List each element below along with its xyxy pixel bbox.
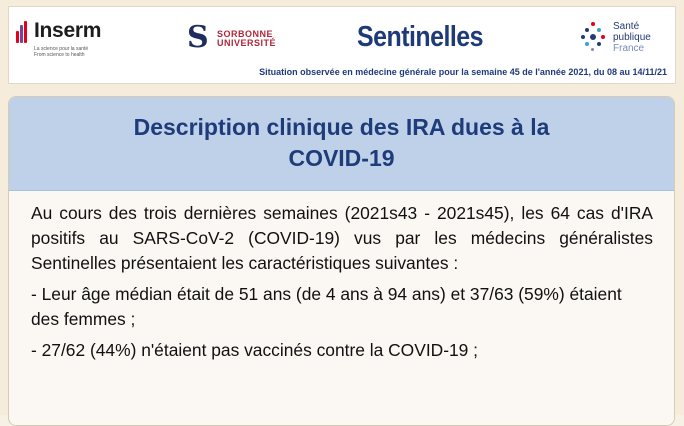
list-item-vaccination: - 27/62 (44%) n'étaient pas vaccinés contre la COVID-19 ; — [31, 340, 479, 360]
card-body — [31, 201, 653, 363]
header-banner — [8, 6, 676, 84]
spf-line-1: Santé — [613, 21, 640, 32]
sorbonne-s-icon: S — [187, 20, 209, 55]
spf-line-2: publique — [613, 32, 651, 43]
sorbonne-logo — [187, 21, 287, 55]
card-title — [9, 112, 674, 174]
sante-publique-france-logo — [581, 20, 671, 60]
inserm-logo — [16, 19, 136, 65]
spf-line-3: France — [613, 43, 645, 54]
inserm-mark-icon — [16, 21, 30, 47]
intro-paragraph: Au cours des trois dernières semaines (2021s43 - 2021s45), les 64 cas d'IRA positifs au SARS-CoV-2 (COVID-19) vus par les médecins généralistes Sentinelles présentaient les caractéristiques suivantes : — [31, 203, 653, 273]
inserm-tagline-2: From science to health — [34, 52, 85, 58]
sentinelles-logo: Sentinelles — [357, 21, 484, 53]
spf-text — [613, 21, 651, 54]
sorbonne-text — [217, 30, 276, 48]
spf-dots-icon — [581, 22, 607, 52]
inserm-name: Inserm — [34, 19, 102, 42]
card-title-line-1: Description clinique des IRA dues à la — [133, 114, 550, 140]
card-header — [9, 97, 674, 191]
inserm-tagline — [34, 46, 88, 58]
card-title-line-2: COVID-19 — [288, 145, 395, 171]
sorbonne-line-1: SORBONNE — [217, 29, 274, 39]
list-item-age: - Leur âge médian était de 51 ans (de 4 ans à 94 ans) et 37/63 (59%) étaient des femmes ; — [31, 284, 622, 329]
inserm-tagline-1: La science pour la santé — [34, 46, 89, 52]
situation-caption: Situation observée en médecine générale pour la semaine 45 de l'année 2021, du 08 au 14/11/21 — [259, 67, 667, 77]
sorbonne-line-2: UNIVERSITÉ — [217, 38, 277, 48]
clinical-description-card — [8, 96, 675, 426]
